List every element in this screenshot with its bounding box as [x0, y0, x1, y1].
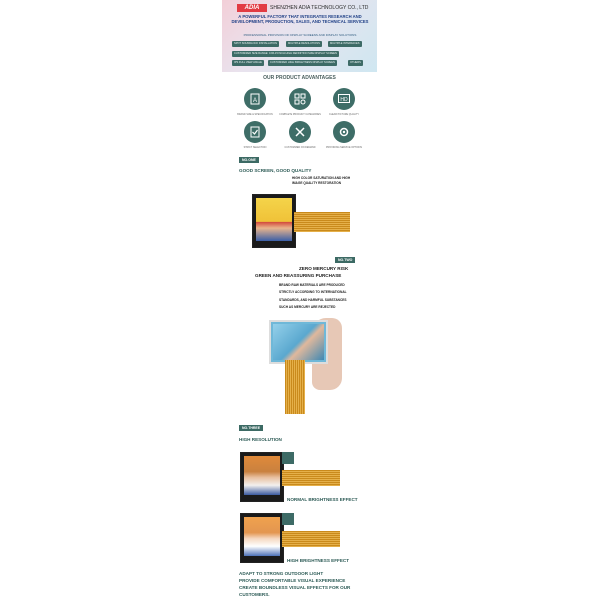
- feature-chip: CUSTOMIZED HIGH BRIGHTNESS DISPLAY SCREEN: [270, 61, 335, 64]
- screen-a-icon: [249, 93, 261, 105]
- advantage-item: [280, 121, 320, 161]
- advantage-label: CLEAR PICTURE QUALITY: [328, 113, 360, 116]
- product-photo: [244, 456, 280, 495]
- product-page: [222, 0, 377, 600]
- lcd-display-module: [252, 194, 296, 248]
- advantage-label: BRAND SIZE & SPECIFICATION: [237, 113, 273, 116]
- advantage-icon-circle: [289, 121, 311, 143]
- feature-chip: CUSTOMIZED SIZE RANGE: 0.96-15 INCH HIGH DEFINITION SIZE DISPLAY SCREEN: [234, 52, 337, 55]
- section-subtext: HIGH COLOR SATURATION AND HIGH: [292, 176, 351, 180]
- feature-chip: MULTIPLE RESOLUTIONS: [288, 42, 320, 45]
- fpc-ribbon-cable: [282, 470, 340, 486]
- effect-label: HIGH BRIGHTNESS EFFECT: [287, 558, 350, 563]
- header-banner: [222, 0, 377, 72]
- product-photo: [244, 517, 280, 556]
- section-heading: GREEN AND REASSURING PURCHASE: [255, 273, 342, 278]
- section-subtext: BRAND RAW MATERIALS ARE PRODUCED: [279, 283, 345, 287]
- lcd-display-module: [240, 452, 284, 502]
- footer-line: CREATE BOUNDLESS VISUAL EFFECTS FOR OUR: [239, 585, 351, 590]
- lcd-display-module: [269, 320, 328, 364]
- hd-icon: [338, 93, 350, 105]
- section-subtext: IMAGE QUALITY RESTORATION: [292, 181, 342, 185]
- svg-text:A: A: [252, 98, 258, 104]
- section-tag: NO.TWO: [335, 257, 355, 263]
- check-icon: [249, 126, 261, 138]
- gear-icon: [338, 126, 350, 138]
- advantage-icon-circle: [333, 121, 355, 143]
- section-heading: ZERO MERCURY RISK: [299, 266, 349, 271]
- effect-label: NORMAL BRIGHTNESS EFFECT: [287, 497, 358, 502]
- advantage-icon-circle: [244, 121, 266, 143]
- section-tag: NO.THREE: [239, 425, 263, 431]
- feature-chip: MULTIPLE INTERFACES: [330, 42, 360, 45]
- section-subtext: SUCH AS MERCURY ARE REJECTED: [279, 305, 336, 309]
- product-photo: [273, 324, 324, 360]
- accent-block: [282, 452, 294, 464]
- advantage-icon-circle: [333, 88, 355, 110]
- advantage-item: [324, 121, 364, 161]
- svg-text:HD: HD: [340, 97, 348, 103]
- section-subtext: STANDARDS, AND HARMFUL SUBSTANCES: [279, 298, 347, 302]
- advantages-title: OUR PRODUCT ADVANTAGES: [263, 75, 336, 81]
- company-tagline: A POWERFUL FACTORY THAT INTEGRATES RESEARCH AND DEVELOPMENT, PRODUCTION, SALES, AND TECHNICAL SERVICES: [231, 14, 369, 24]
- advantage-icon-circle: [289, 88, 311, 110]
- footer-line: ADAPT TO STRONG OUTDOOR LIGHT: [239, 571, 324, 576]
- feature-chip: SPOT SOUNDLOCK INSTALLATION: [234, 42, 277, 45]
- section-heading: HIGH RESOLUTION: [239, 437, 282, 442]
- accent-block: [282, 513, 294, 525]
- footer-line: CUSTOMERS.: [239, 592, 270, 597]
- advantage-label: STRICT SELECTION: [243, 146, 267, 149]
- advantage-label: COMPLETE PRODUCT CATEGORIES: [279, 113, 321, 116]
- advantage-label: CUSTOMIZED ON DEMAND: [284, 146, 316, 149]
- advantage-label: PROVIDING SERVICE OPTIONS: [326, 146, 362, 149]
- tools-icon: [294, 126, 306, 138]
- advantage-icon-circle: [244, 88, 266, 110]
- grid-icon: [294, 93, 306, 105]
- section-heading: GOOD SCREEN, GOOD QUALITY: [239, 168, 312, 173]
- lcd-display-module: [240, 513, 284, 563]
- company-logo[interactable]: ADIA: [237, 4, 267, 12]
- feature-chip: IPS FULL VIEW ANGLE: [234, 61, 262, 64]
- fpc-ribbon-cable: [285, 360, 305, 414]
- fpc-ribbon-cable: [294, 212, 350, 232]
- feature-chip: OTHERS: [350, 61, 361, 64]
- company-subline: PROFESSIONAL PROVISION OF DISPLAY SCREENS AND DISPLAY SOLUTIONS: [243, 33, 357, 37]
- footer-line: PROVIDE COMFORTABLE VISUAL EXPERIENCE: [239, 578, 346, 583]
- section-subtext: STRICTLY ACCORDING TO INTERNATIONAL: [279, 290, 347, 294]
- section-tag: NO.ONE: [239, 157, 259, 163]
- advantage-item: [235, 121, 275, 161]
- company-name: SHENZHEN ADIA TECHNOLOGY CO., LTD: [270, 5, 369, 11]
- fpc-ribbon-cable: [282, 531, 340, 547]
- product-photo: [256, 198, 292, 241]
